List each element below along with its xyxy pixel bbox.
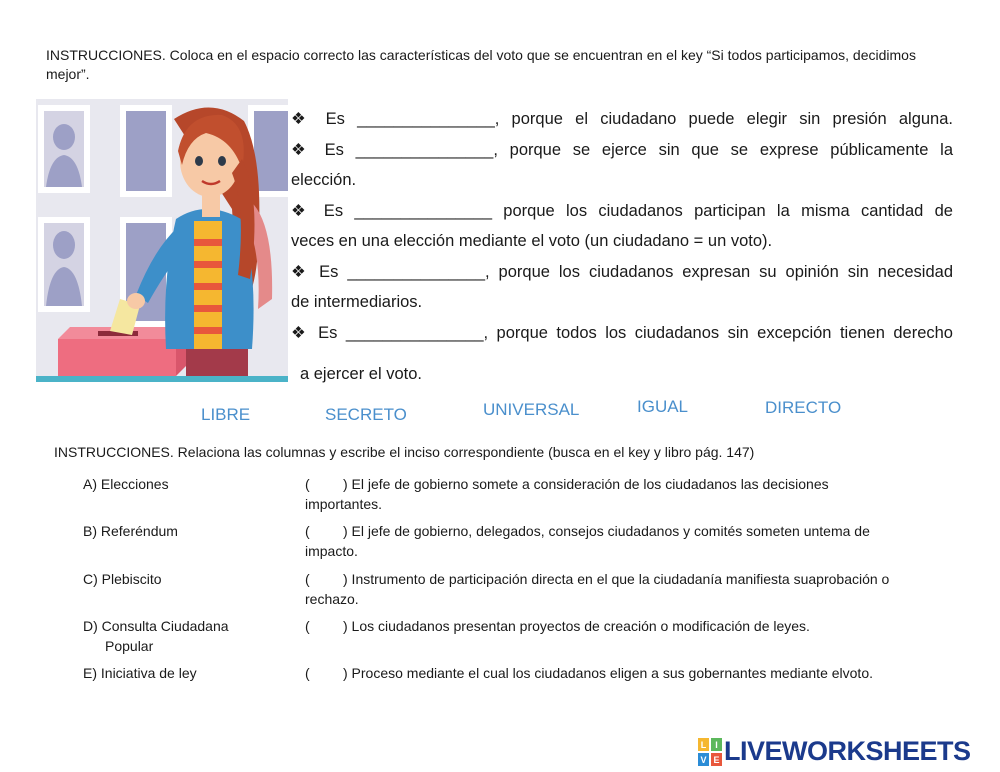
logo-text: LIVEWORKSHEETS [724, 736, 971, 766]
right-item-4-line1: ) Los ciudadanos presentan proyectos de creación o modificación de leyes. [343, 618, 810, 634]
answer-blank-1[interactable]: ( [305, 476, 310, 492]
statement-4-line1: ❖ Es _______________, porque los ciudadanos expresan su opinión sin necesidad [291, 263, 953, 281]
answer-blank-2[interactable]: ( [305, 523, 310, 539]
statement-5 [291, 318, 953, 348]
statement-3 [291, 196, 953, 256]
left-item-b: B) Referéndum [83, 523, 178, 539]
logo-block-v: V [700, 754, 707, 765]
answer-blank-4[interactable]: ( [305, 618, 310, 634]
statement-5-line1: ❖ Es _______________, porque todos los ciudadanos sin excepción tienen derecho [291, 324, 953, 342]
statement-4 [291, 257, 953, 317]
right-item-5-line1: ) Proceso mediante el cual los ciudadanos eligen a sus gobernantes mediante elvoto. [343, 665, 873, 681]
right-item-4 [305, 616, 945, 636]
logo-blocks-icon [698, 738, 722, 766]
statement-2-line1: ❖ Es _______________, porque se ejerce sin que se exprese públicamente la [291, 141, 953, 159]
right-item-2-line1: ) El jefe de gobierno, delegados, consejos ciudadanos y comités someten untema de [343, 523, 870, 539]
statement-3-line2: veces en una elección mediante el voto (un ciudadano = un voto). [291, 232, 773, 250]
instruction-1: INSTRUCCIONES. Coloca en el espacio correcto las características del voto que se encuentran en el key “Si todos participamos, decidimos mejor”. [46, 47, 916, 82]
logo-block-i: I [715, 739, 718, 750]
statement-5-line2: a ejercer el voto. [300, 365, 422, 383]
word-igual[interactable]: IGUAL [637, 397, 689, 416]
right-item-2 [305, 521, 945, 561]
word-secreto[interactable]: SECRETO [325, 405, 407, 424]
statement-1-line: ❖ Es _______________, porque el ciudadano puede elegir sin presión alguna. [291, 110, 953, 128]
word-directo[interactable]: DIRECTO [765, 398, 842, 417]
statement-1 [291, 104, 953, 134]
right-item-2-line2: impacto. [305, 543, 358, 559]
statement-2 [291, 135, 953, 195]
logo-block-e: E [713, 754, 720, 765]
left-item-d-line2: Popular [105, 638, 154, 654]
statement-3-line1: ❖ Es _______________ porque los ciudadanos participan la misma cantidad de [291, 202, 953, 220]
word-libre[interactable]: LIBRE [201, 405, 251, 424]
left-item-a: A) Elecciones [83, 476, 169, 492]
right-item-1-line2: importantes. [305, 496, 383, 512]
right-item-5 [305, 663, 965, 683]
woman-voting-image [36, 99, 288, 382]
left-item-d [83, 616, 229, 656]
right-item-3-line1: ) Instrumento de participación directa en el que la ciudadanía manifiesta suaprobación o [343, 571, 890, 587]
left-item-c: C) Plebiscito [83, 571, 162, 587]
right-item-3-line2: rechazo. [305, 591, 359, 607]
voting-illustration [36, 99, 288, 382]
statement-4-line2: de intermediarios. [291, 293, 423, 311]
answer-blank-5[interactable]: ( [305, 665, 310, 681]
word-universal[interactable]: UNIVERSAL [483, 400, 580, 419]
liveworksheets-logo [698, 736, 994, 768]
right-item-1-line1: ) El jefe de gobierno somete a consideración de los ciudadanos las decisiones [343, 476, 829, 492]
answer-blank-3[interactable]: ( [305, 571, 310, 587]
left-item-e: E) Iniciativa de ley [83, 665, 197, 681]
right-item-1 [305, 474, 945, 514]
logo-block-l: L [700, 739, 707, 750]
right-item-3 [305, 569, 965, 609]
left-item-d-line1: D) Consulta Ciudadana [83, 618, 229, 634]
instruction-2: INSTRUCCIONES. Relaciona las columnas y escribe el inciso correspondiente (busca en el key y libro pág. 147) [54, 444, 755, 460]
statement-2-line2: elección. [291, 171, 357, 189]
